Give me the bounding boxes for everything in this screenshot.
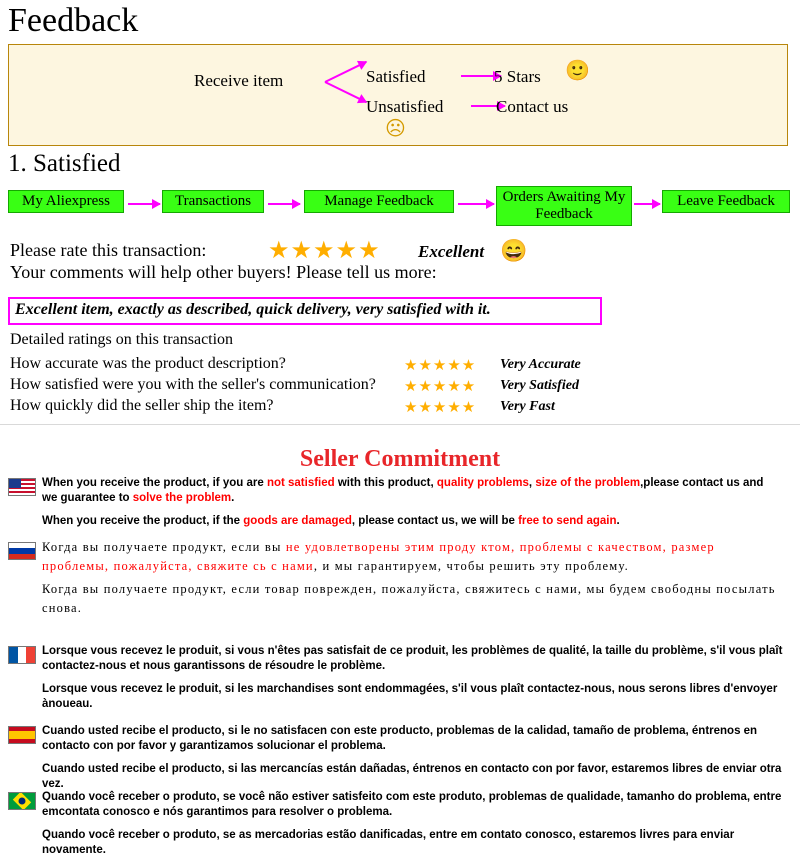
- arrow-to-unsatisfied: [325, 81, 367, 103]
- commitment-en-p2: When you receive the product, if the goods are damaged, please contact us, we will be free to send again.: [42, 515, 620, 527]
- rating-label-accuracy: Very Accurate: [500, 357, 581, 372]
- flag-usa-icon: [8, 478, 36, 496]
- commitment-text-fr: [42, 644, 784, 712]
- arrow-step-3-4: [458, 203, 494, 205]
- flow-contact-us: Contact us: [496, 97, 569, 116]
- step-orders-awaiting-my-feedback[interactable]: Orders Awaiting My Feedback: [496, 186, 632, 226]
- flag-brazil-icon: [8, 792, 36, 810]
- section-divider: [0, 424, 800, 425]
- rate-transaction-label: Please rate this transaction:: [10, 240, 207, 260]
- detailed-ratings-heading: Detailed ratings on this transaction: [10, 331, 234, 348]
- commitment-text-pt: [42, 790, 784, 858]
- feedback-flow-box: [8, 44, 788, 146]
- rating-stars-communication[interactable]: ★★★★★: [404, 377, 477, 395]
- seller-commitment-title: Seller Commitment: [299, 446, 501, 472]
- commitment-ru-p1: Когда вы получаете продукт, если вы не удовлетворены этим проду ктом, проблемы с качеством, размер проблемы, пожалуйста, свяжите сь с нами, и мы гарантируем, чтобы решить эту проблему.: [42, 540, 715, 573]
- flow-receive-item: Receive item: [194, 71, 284, 90]
- commitment-fr-p2: Lorsque vous recevez le produit, si les marchandises sont endommagées, s'il vous plaît contactez-nous, nous serons libres d'envoyer ànoueau.: [42, 683, 778, 710]
- section-1-title: 1. Satisfied: [8, 150, 121, 177]
- arrow-to-satisfied: [325, 61, 367, 83]
- smiley-face-icon: 🙂: [565, 60, 590, 82]
- comment-text: Excellent item, exactly as described, quick delivery, very satisfied with it.: [15, 301, 491, 318]
- commitment-fr-p1: Lorsque vous recevez le produit, si vous n'êtes pas satisfait de ce produit, les problèmes de qualité, la taille du problème, s'il vous plaît contactez-nous et nous garantissons de résoudre le problème.: [42, 645, 783, 672]
- rating-question-accuracy: How accurate was the product description?: [10, 355, 286, 372]
- commitment-ru-p2: Когда вы получаете продукт, если товар поврежден, пожалуйста, свяжитесь с нами, мы будем свободны посылать снова.: [42, 582, 776, 615]
- step-my-aliexpress[interactable]: My Aliexpress: [8, 190, 124, 213]
- rating-label-communication: Very Satisfied: [500, 378, 579, 393]
- flow-five-stars: 5 Stars: [494, 67, 541, 86]
- flag-russia-icon: [8, 542, 36, 560]
- grinning-face-icon: 😄: [500, 238, 528, 263]
- flag-spain-icon: [8, 726, 36, 744]
- step-manage-feedback[interactable]: Manage Feedback: [304, 190, 454, 213]
- rating-question-communication: How satisfied were you with the seller's communication?: [10, 376, 376, 393]
- rating-question-shipping: How quickly did the seller ship the item?: [10, 397, 274, 414]
- rating-label-excellent: Excellent: [418, 242, 485, 261]
- commitment-en-p1: When you receive the product, if you are not satisfied with this product, quality problems, size of the problem,please contact us and we guarantee to solve the problem.: [42, 477, 764, 504]
- arrow-step-4-5: [634, 203, 660, 205]
- rating-stars-shipping[interactable]: ★★★★★: [404, 398, 477, 416]
- step-leave-feedback[interactable]: Leave Feedback: [662, 190, 790, 213]
- commitment-text-en: [42, 476, 772, 529]
- comments-prompt: Your comments will help other buyers! Please tell us more:: [10, 262, 437, 282]
- commitment-text-ru: [42, 538, 782, 618]
- commitment-es-p1: Cuando usted recibe el producto, si le no satisfacen con este producto, problemas de la calidad, tamaño de problema, éntrenos en contacto con por favor y garantizamos solucionar el problema.: [42, 725, 758, 752]
- commitment-pt-p2: Quando você receber o produto, se as mercadorias estão danificadas, entre em contato conosco, estaremos livres para enviar novamente.: [42, 829, 735, 856]
- arrow-step-1-2: [128, 203, 160, 205]
- flow-unsatisfied: Unsatisfied: [366, 97, 444, 116]
- arrow-step-2-3: [268, 203, 300, 205]
- commitment-es-p2: Cuando usted recibe el producto, si las mercancías están dañadas, éntrenos en contacto con por favor, estaremos libres de enviar otra vez.: [42, 763, 782, 790]
- flow-satisfied: Satisfied: [366, 67, 426, 86]
- step-transactions[interactable]: Transactions: [162, 190, 264, 213]
- sad-face-icon: ☹: [385, 118, 406, 140]
- comment-input[interactable]: [8, 297, 602, 325]
- commitment-text-es: [42, 724, 784, 792]
- transaction-star-rating[interactable]: ★★★★★: [268, 236, 381, 264]
- rating-label-shipping: Very Fast: [500, 399, 555, 414]
- flag-france-icon: [8, 646, 36, 664]
- rating-stars-accuracy[interactable]: ★★★★★: [404, 356, 477, 374]
- commitment-pt-p1: Quando você receber o produto, se você não estiver satisfeito com este produto, problemas de qualidade, tamanho do problema, entre emcontata conosco e nós garantimos para resolver o problema.: [42, 791, 782, 818]
- page-title: Feedback: [8, 2, 139, 39]
